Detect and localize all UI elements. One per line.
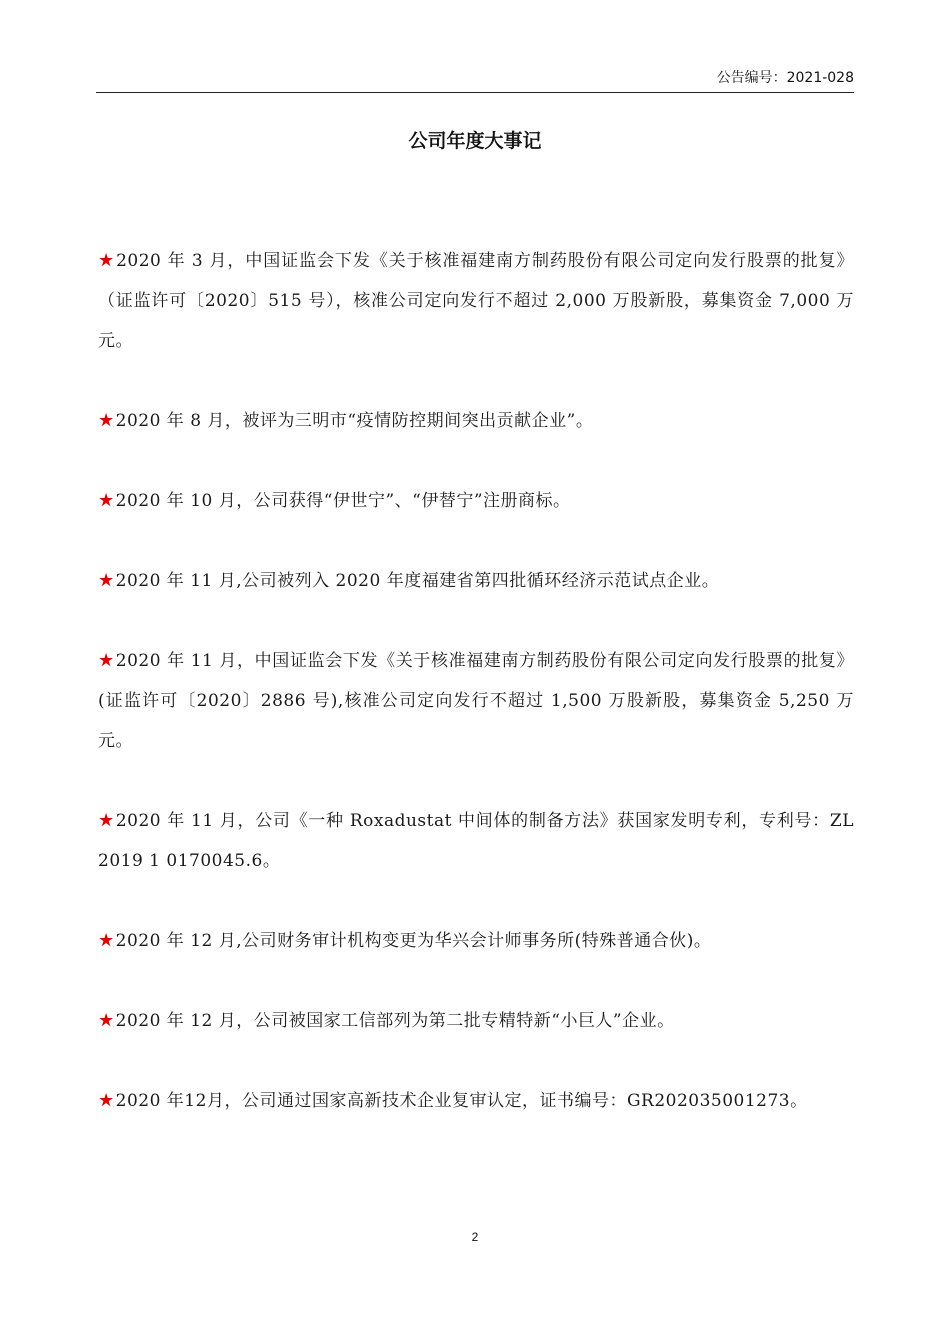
red-star-icon: ★ [98,250,116,271]
event-item [98,241,854,361]
event-text: 2020 年 8 月，被评为三明市“疫情防控期间突出贡献企业”。 [115,411,594,431]
event-item [98,921,854,961]
red-star-icon: ★ [98,1010,115,1031]
red-star-icon: ★ [98,410,115,431]
event-text: 2020 年 11 月，公司《一种 Roxadustat 中间体的制备方法》获国家发明专利，专利号：ZL 2019 1 0170045.6。 [98,811,854,871]
red-star-icon: ★ [98,930,115,951]
red-star-icon: ★ [98,810,115,831]
event-text: 2020 年 3 月，中国证监会下发《关于核准福建南方制药股份有限公司定向发行股票的批复》（证监许可〔2020〕515 号），核准公司定向发行不超过 2,000 万股新股，募集资金 7,000 万元。 [98,251,855,351]
event-item [98,801,854,881]
event-item [98,561,854,601]
event-item [98,641,854,761]
red-star-icon: ★ [98,570,115,591]
event-list [98,224,854,1121]
event-text: 2020 年 12 月,公司财务审计机构变更为华兴会计师事务所(特殊普通合伙)。 [115,931,712,951]
event-item [98,1081,854,1121]
event-text: 2020 年 12 月，公司被国家工信部列为第二批专精特新“小巨人”企业。 [115,1011,675,1031]
event-item [98,1001,854,1041]
red-star-icon: ★ [98,650,115,671]
event-item [98,481,854,521]
announcement-number: 公告编号：2021-028 [716,70,854,86]
red-star-icon: ★ [98,490,115,511]
page-title: 公司年度大事记 [408,130,542,152]
event-text: 2020 年 11 月,公司被列入 2020 年度福建省第四批循环经济示范试点企业。 [115,571,720,591]
event-item [98,401,854,441]
event-text: 2020 年12月，公司通过国家高新技术企业复审认定，证书编号：GR202035001273。 [115,1091,808,1111]
page-number: 2 [471,1230,479,1244]
event-text: 2020 年 11 月，中国证监会下发《关于核准福建南方制药股份有限公司定向发行股票的批复》(证监许可〔2020〕2886 号),核准公司定向发行不超过 1,500 万股新股，募集资金 5,250 万元。 [98,651,855,751]
event-text: 2020 年 10 月，公司获得“伊世宁”、“伊替宁”注册商标。 [115,491,571,511]
red-star-icon: ★ [98,1090,115,1111]
page-header [96,66,854,93]
